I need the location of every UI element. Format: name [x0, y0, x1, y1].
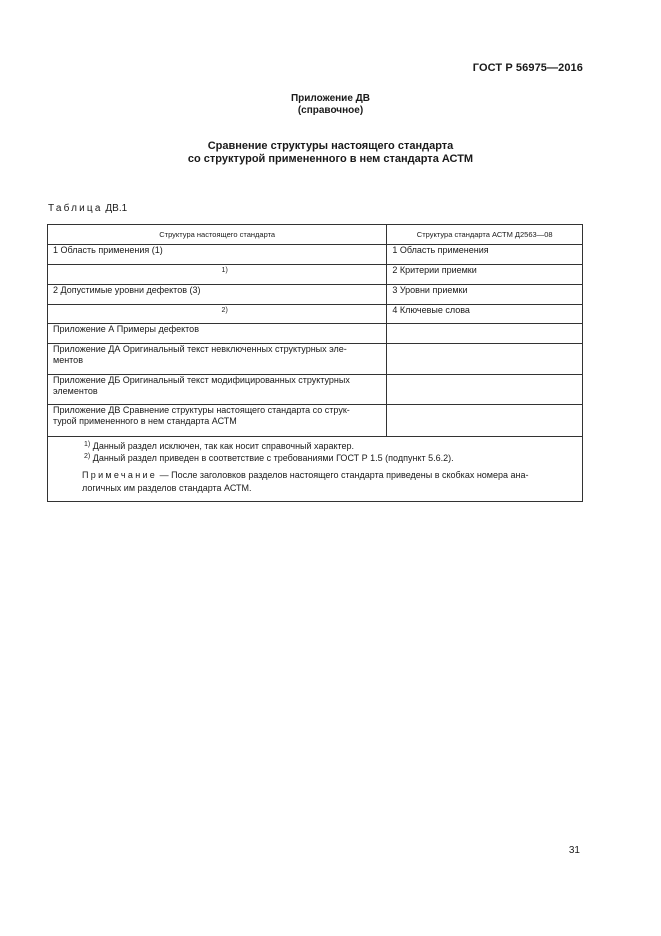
- cell-right: 4 Ключевые слова: [387, 305, 583, 324]
- cell-left: [48, 405, 387, 437]
- column-header-this-standard: Структура настоящего стандарта: [48, 225, 387, 245]
- cell-right: [387, 324, 583, 344]
- footnote-ref-cell: 1): [48, 265, 387, 285]
- section-heading: [0, 140, 661, 166]
- table-footnote-row: [48, 437, 583, 502]
- table-row: [48, 375, 583, 405]
- cell-left: 1 Область применения (1): [48, 245, 387, 265]
- table-row: [48, 245, 583, 265]
- cell-left-line-2: турой примененного в нем стандарта АСТМ: [53, 416, 237, 426]
- cell-left: [48, 375, 387, 405]
- cell-left-line-1: Приложение ДБ Оригинальный текст модифицированных структурных: [53, 375, 350, 385]
- table-row: [48, 285, 583, 305]
- cell-left: 2 Допустимые уровни дефектов (3): [48, 285, 387, 305]
- cell-left-line-1: Приложение ДА Оригинальный текст невключенных структурных эле-: [53, 344, 347, 354]
- table-row: [48, 405, 583, 437]
- table-caption-number: ДВ.1: [105, 203, 128, 214]
- heading-line-1: Сравнение структуры настоящего стандарта: [207, 140, 454, 152]
- footnote-1-text: Данный раздел исключен, так как носит справочный характер.: [90, 441, 355, 451]
- cell-left-line-1: Приложение ДВ Сравнение структуры настоящего стандарта со струк-: [53, 405, 350, 415]
- cell-right: [387, 344, 583, 375]
- cell-right: 3 Уровни приемки: [387, 285, 583, 305]
- cell-right: 2 Критерии приемки: [387, 265, 583, 285]
- cell-right: [387, 375, 583, 405]
- footnote-1-mark: 1): [84, 441, 91, 448]
- footnote-2-text: Данный раздел приведен в соответствие с требованиями ГОСТ Р 1.5 (подпункт 5.6.2).: [90, 453, 454, 463]
- standard-code: ГОСТ Р 56975—2016: [472, 62, 583, 74]
- cell-left: [48, 344, 387, 375]
- note-text-line-2: логичных им разделов стандарта АСТМ.: [82, 483, 252, 493]
- table-caption-word: Таблица: [48, 203, 103, 214]
- cell-left: Приложение А Примеры дефектов: [48, 324, 387, 344]
- note-text-line-1: — После заголовков разделов настоящего стандарта приведены в скобках номера ана-: [157, 470, 529, 480]
- table-row: [48, 305, 583, 324]
- page-number: 31: [568, 845, 580, 856]
- cell-right: 1 Область применения: [387, 245, 583, 265]
- table-row: [48, 344, 583, 375]
- note-label: Примечание: [82, 470, 158, 480]
- heading-line-2: со структурой примененного в нем стандарта АСТМ: [187, 153, 474, 165]
- table-header-row: [48, 225, 583, 245]
- appendix-subtitle: (справочное): [297, 105, 364, 116]
- table-row: [48, 265, 583, 285]
- table-caption: [48, 203, 127, 214]
- structure-comparison-table: [47, 224, 583, 502]
- footnote-2-mark: 2): [84, 453, 91, 460]
- appendix-title-block: [0, 93, 661, 117]
- table-row: [48, 324, 583, 344]
- table-footnotes: [48, 437, 583, 502]
- cell-left-line-2: ментов: [53, 355, 83, 365]
- appendix-title: Приложение ДВ: [290, 93, 371, 104]
- footnote-ref-cell: 2): [48, 305, 387, 324]
- cell-right: [387, 405, 583, 437]
- footnote-2: [56, 452, 574, 464]
- table-note: [56, 469, 574, 495]
- cell-left-line-2: элементов: [53, 386, 98, 396]
- footnote-1: [56, 440, 574, 452]
- column-header-astm-standard: Структура стандарта АСТМ Д2563—08: [387, 225, 583, 245]
